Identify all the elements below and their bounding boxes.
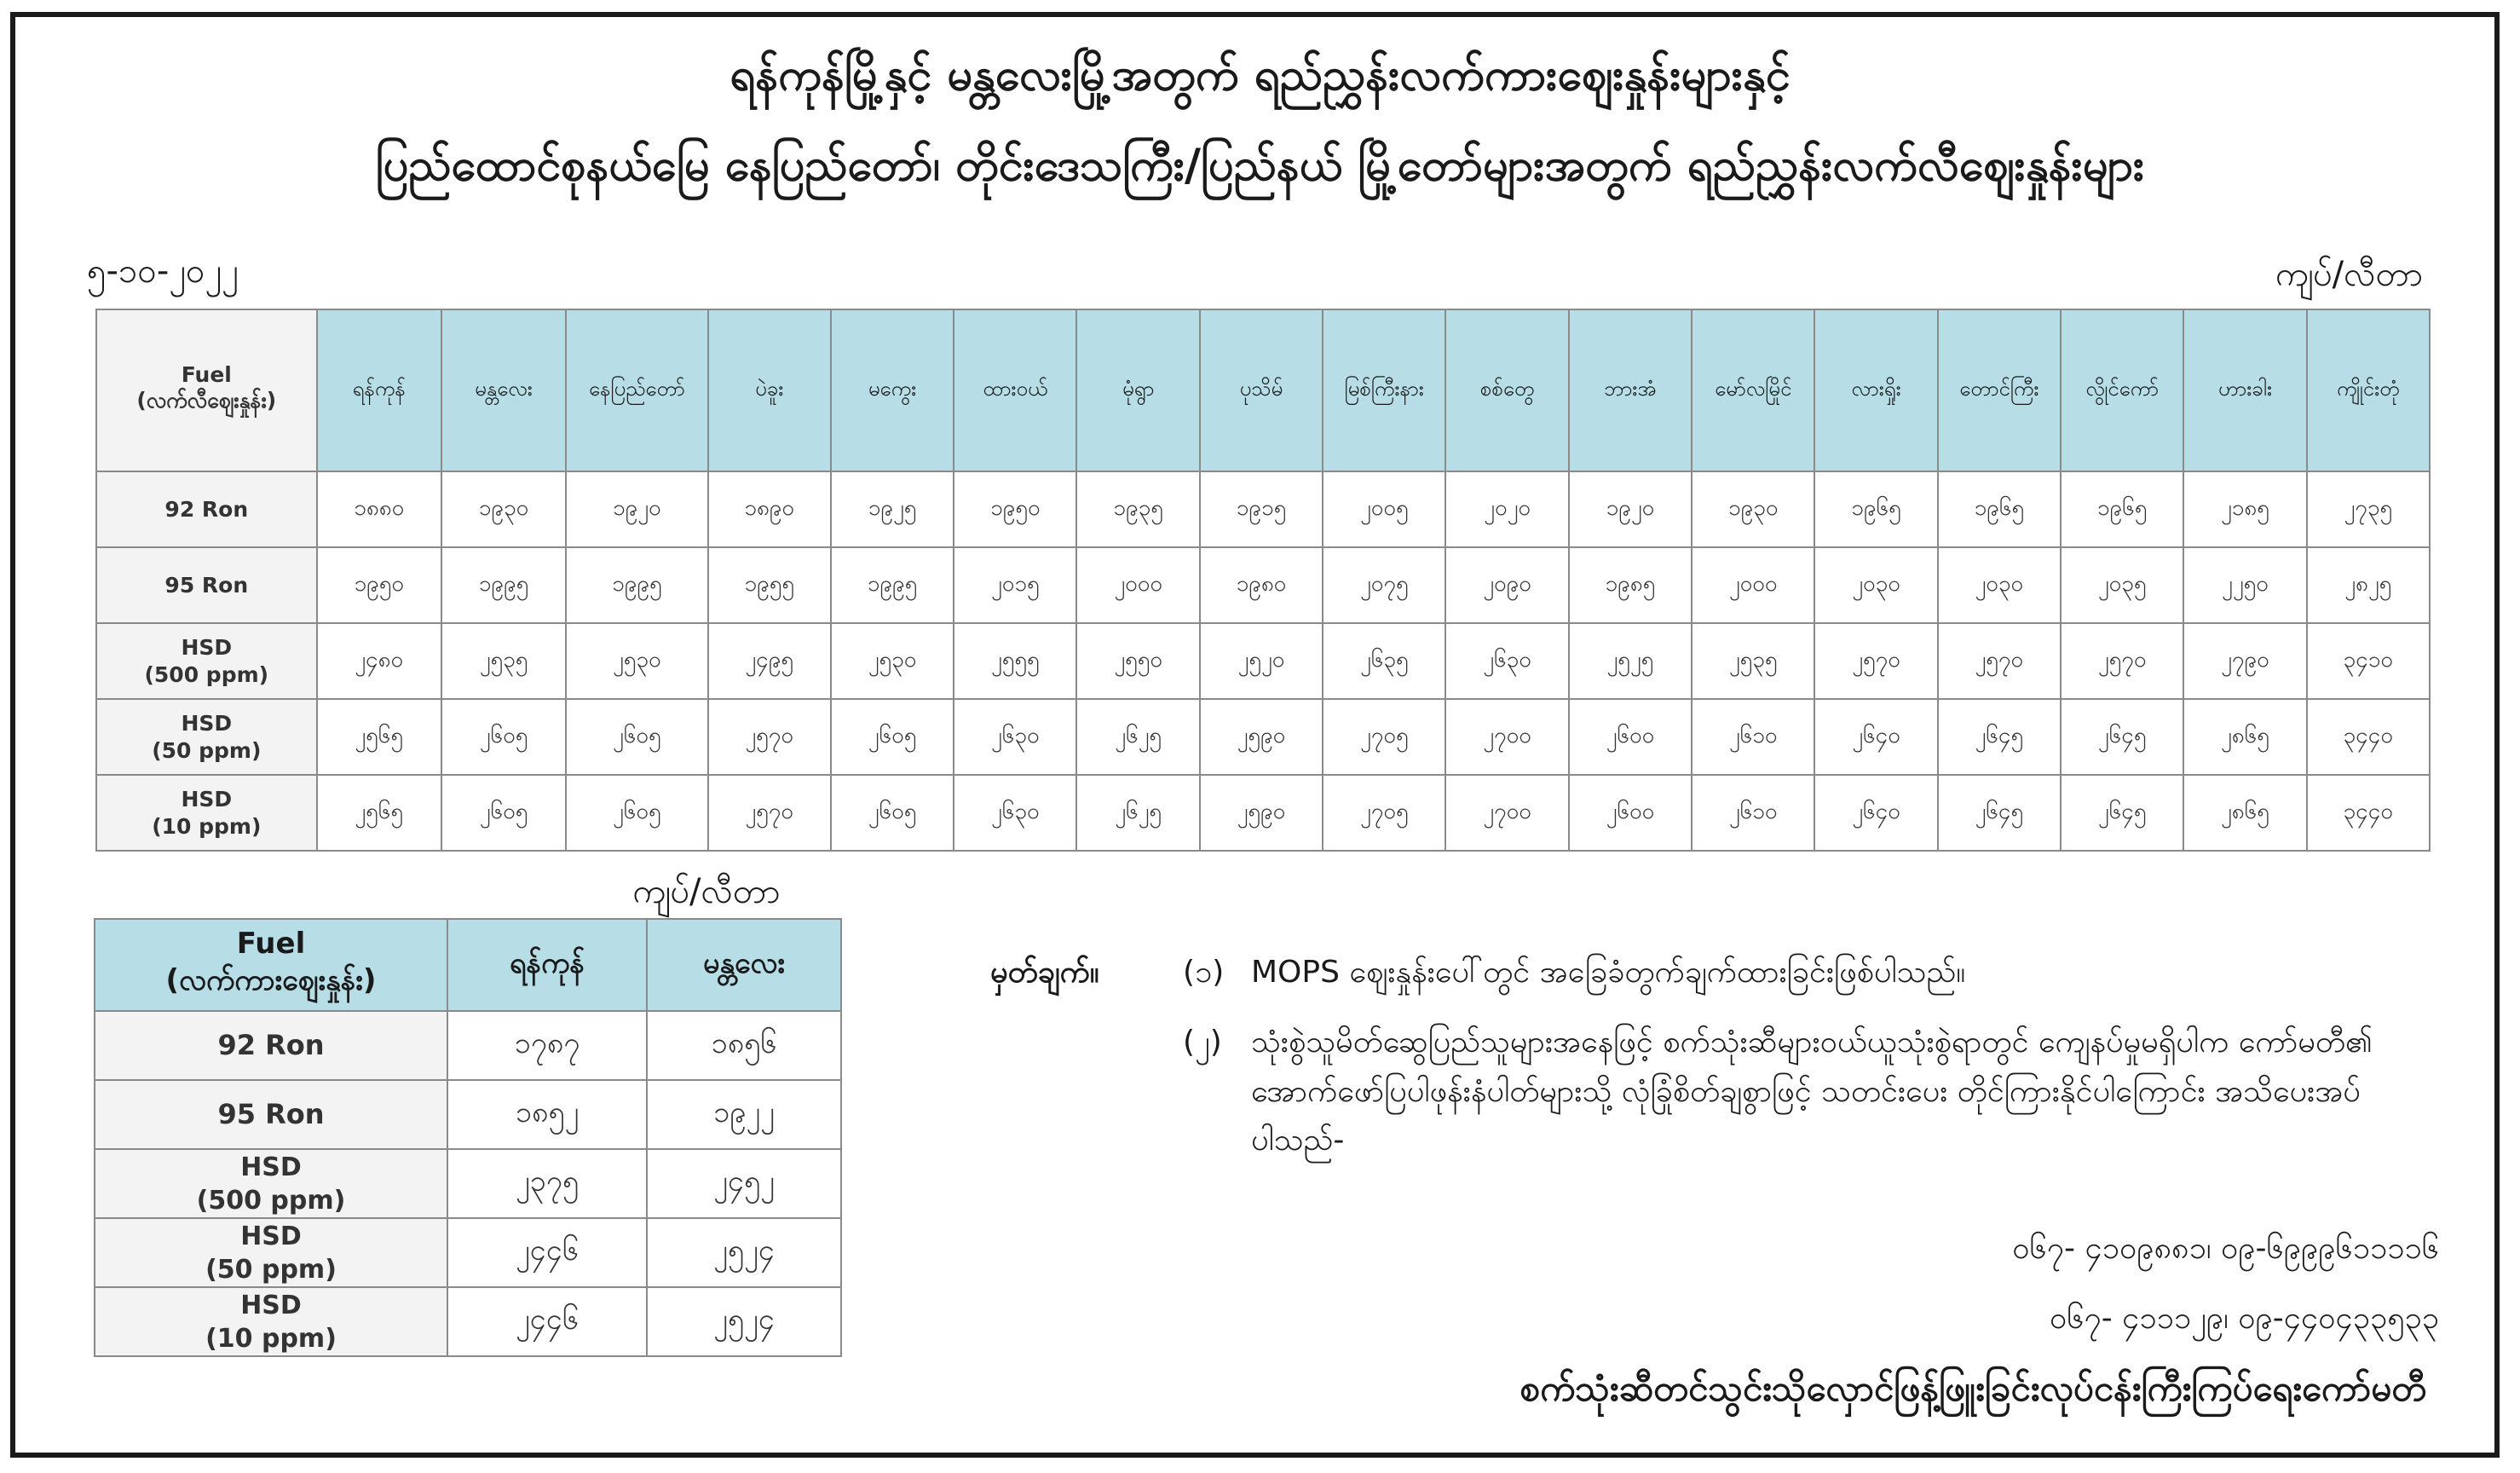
wholesale-table-row [95, 1149, 841, 1218]
retail-price-cell: ၂၀၁၅ [954, 547, 1076, 623]
wholesale-fuel-type: 95 Ron [95, 1080, 447, 1149]
retail-price-cell: ၂၆၀၀ [1569, 699, 1692, 775]
retail-price-cell: ၂၆၄၅ [1938, 775, 2061, 851]
retail-price-cell: ၃၄၄၀ [2307, 775, 2430, 851]
retail-price-cell: ၁၈၉၀ [708, 471, 831, 547]
wholesale-fuel-type: HSD (50 ppm) [95, 1218, 447, 1287]
retail-city-header: လွိုင်ကော် [2061, 309, 2183, 471]
wholesale-table-row [95, 1287, 841, 1356]
retail-table-row [96, 623, 2430, 699]
retail-price-cell: ၂၅၂၅ [1569, 623, 1692, 699]
retail-price-cell: ၂၆၄၀ [1814, 775, 1937, 851]
retail-price-cell: ၂၀၃၅ [2061, 547, 2183, 623]
wholesale-city-header: မန္တလေး [647, 919, 841, 1011]
retail-price-cell: ၂၆၀၅ [441, 775, 566, 851]
retail-price-cell: ၂၆၁၀ [1692, 775, 1814, 851]
wholesale-price-cell: ၂၃၇၅ [447, 1149, 647, 1218]
retail-price-cell: ၂၀၃၀ [1814, 547, 1937, 623]
retail-price-cell: ၂၂၅၀ [2183, 547, 2306, 623]
retail-price-cell: ၂၇၀၅ [1323, 775, 1445, 851]
retail-price-cell: ၂၆၀၅ [566, 699, 707, 775]
retail-price-cell: ၂၇၃၅ [2307, 471, 2430, 547]
retail-price-cell: ၂၆၀၀ [1569, 775, 1692, 851]
retail-unit-label: ကျပ်/လီတာ [2275, 255, 2423, 294]
retail-price-cell: ၁၉၅၀ [317, 547, 441, 623]
retail-price-cell: ၃၄၁၀ [2307, 623, 2430, 699]
note-1-number: (၁) [1183, 955, 1225, 990]
retail-city-header: မကွေး [831, 309, 954, 471]
retail-price-cell: ၂၆၃၀ [954, 775, 1076, 851]
retail-price-cell: ၂၆၃၀ [1445, 623, 1568, 699]
retail-city-header: လားရှိုး [1814, 309, 1937, 471]
retail-price-cell: ၂၈၆၅ [2183, 699, 2306, 775]
retail-price-cell: ၂၆၂၅ [1076, 699, 1199, 775]
retail-price-cell: ၁၈၈၀ [317, 471, 441, 547]
retail-price-cell: ၂၅၇၀ [1814, 623, 1937, 699]
retail-price-cell: ၂၅၅၅ [954, 623, 1076, 699]
retail-price-cell: ၂၅၇၀ [708, 775, 831, 851]
retail-city-header: ပုသိမ် [1200, 309, 1323, 471]
wholesale-price-cell: ၁၇၈၇ [447, 1011, 647, 1080]
retail-price-cell: ၂၀၃၀ [1938, 547, 2061, 623]
retail-price-cell: ၂၈၆၅ [2183, 775, 2306, 851]
retail-price-cell: ၂၆၄၅ [2061, 775, 2183, 851]
retail-city-header: ဟားခါး [2183, 309, 2306, 471]
retail-fuel-type: HSD (50 ppm) [96, 699, 317, 775]
retail-price-cell: ၂၆၀၅ [831, 775, 954, 851]
retail-price-cell: ၂၀၇၅ [1323, 547, 1445, 623]
retail-price-cell: ၁၉၉၅ [831, 547, 954, 623]
wholesale-header-row [95, 919, 841, 1011]
wholesale-fuel-type: HSD (500 ppm) [95, 1149, 447, 1218]
retail-city-header: ကျိုင်းတုံ [2307, 309, 2430, 471]
retail-price-cell: ၂၇၀၀ [1445, 775, 1568, 851]
retail-price-cell: ၂၆၀၅ [441, 699, 566, 775]
wholesale-fuel-header [95, 919, 447, 1011]
retail-price-cell: ၂၅၆၅ [317, 699, 441, 775]
retail-price-cell: ၂၆၁၀ [1692, 699, 1814, 775]
retail-price-cell: ၂၁၈၅ [2183, 471, 2306, 547]
retail-price-cell: ၂၆၃၀ [954, 699, 1076, 775]
retail-price-cell: ၂၅၇၀ [708, 699, 831, 775]
retail-body [96, 471, 2430, 851]
retail-price-cell: ၁၉၆၅ [1814, 471, 1937, 547]
retail-price-cell: ၂၅၃၅ [1692, 623, 1814, 699]
retail-price-cell: ၂၆၂၅ [1076, 775, 1199, 851]
retail-price-cell: ၁၉၃၀ [1692, 471, 1814, 547]
phone-line-2: ၀၆၇- ၄၁၁၁၂၉၊ ၀၉-၄၄၀၄၃၃၅၃၃ [2050, 1301, 2439, 1336]
retail-price-cell: ၂၅၉၀ [1200, 699, 1323, 775]
retail-price-cell: ၂၅၃၅ [441, 623, 566, 699]
retail-price-cell: ၂၀၂၀ [1445, 471, 1568, 547]
wholesale-table-row [95, 1011, 841, 1080]
retail-table-row [96, 547, 2430, 623]
retail-price-cell: ၂၅၃၀ [566, 623, 707, 699]
retail-price-cell: ၂၄၉၅ [708, 623, 831, 699]
wholesale-fuel-type: 92 Ron [95, 1011, 447, 1080]
retail-city-header: ဘားအံ [1569, 309, 1692, 471]
retail-price-cell: ၃၄၄၀ [2307, 699, 2430, 775]
retail-city-header: စစ်တွေ [1445, 309, 1568, 471]
wholesale-price-cell: ၁၈၅၂ [447, 1080, 647, 1149]
retail-price-cell: ၁၉၃၅ [1076, 471, 1199, 547]
retail-price-cell: ၂၄၈၀ [317, 623, 441, 699]
retail-price-cell: ၂၆၀၅ [831, 699, 954, 775]
retail-price-cell: ၁၉၁၅ [1200, 471, 1323, 547]
retail-price-cell: ၂၆၄၀ [1814, 699, 1937, 775]
wholesale-price-cell: ၁၉၂၂ [647, 1080, 841, 1149]
retail-price-cell: ၂၆၃၅ [1323, 623, 1445, 699]
wholesale-city-header: ရန်ကုန် [447, 919, 647, 1011]
retail-price-cell: ၁၉၅၀ [954, 471, 1076, 547]
wholesale-fuel-type: HSD (10 ppm) [95, 1287, 447, 1356]
retail-price-cell: ၂၇၀၀ [1445, 699, 1568, 775]
retail-price-cell: ၁၉၈၀ [1200, 547, 1323, 623]
retail-price-cell: ၂၅၆၅ [317, 775, 441, 851]
retail-city-header: နေပြည်တော် [566, 309, 707, 471]
retail-price-cell: ၂၆၀၅ [566, 775, 707, 851]
retail-price-cell: ၂၀၀၅ [1323, 471, 1445, 547]
note-2-text: သုံးစွဲသူမိတ်ဆွေပြည်သူများအနေဖြင့် စက်သုံးဆီများဝယ်ယူသုံးစွဲရာတွင် ကျေနပ်မှုမရှိပါက ကော်မတီ၏ အောက်ဖော်ပြပါဖုန်းနံပါတ်များသို့ လုံခြုံစိတ်ချစွာဖြင့် သတင်းပေး တိုင်ကြားနိုင်ပါကြောင်း အသိပေးအပ်ပါသည်- [1251, 1025, 2373, 1158]
retail-city-header: ထားဝယ် [954, 309, 1076, 471]
retail-price-cell: ၂၆၄၅ [1938, 699, 2061, 775]
retail-table-row [96, 471, 2430, 547]
retail-city-header: မော်လမြိုင် [1692, 309, 1814, 471]
wholesale-price-cell: ၂၄၅၂ [647, 1149, 841, 1218]
wholesale-price-cell: ၂၅၂၄ [647, 1218, 841, 1287]
retail-price-cell: ၂၀၀၀ [1692, 547, 1814, 623]
wholesale-price-cell: ၂၄၄၆ [447, 1287, 647, 1356]
retail-fuel-header [96, 309, 317, 471]
retail-price-cell: ၂၅၃၀ [831, 623, 954, 699]
retail-price-cell: ၂၈၂၅ [2307, 547, 2430, 623]
retail-fuel-header-text: Fuel (လက်လီဈေးနှုန်း) [136, 362, 277, 413]
phone-line-1: ၀၆၇- ၄၁၀၉၈၈၁၊ ၀၉-၆၉၉၉၆၁၁၁၁၆ [2012, 1231, 2439, 1266]
retail-city-header: ပဲခူး [708, 309, 831, 471]
retail-price-cell: ၁၉၃၀ [441, 471, 566, 547]
wholesale-price-cell: ၂၄၄၆ [447, 1218, 647, 1287]
note-2-number: (၂) [1183, 1025, 1222, 1060]
wholesale-body [95, 1011, 841, 1356]
wholesale-unit-label: ကျပ်/လီတာ [632, 872, 781, 911]
title-line-2: ပြည်ထောင်စုနယ်မြေ နေပြည်တော်၊ တိုင်းဒေသကြီး/ပြည်နယ် မြို့တော်များအတွက် ရည်ညွှန်းလက်လီဈေးနှုန်းများ [375, 140, 2145, 191]
retail-price-cell: ၂၇၉၀ [2183, 623, 2306, 699]
notice-date: ၅-၁၀-၂၀၂၂ [87, 251, 239, 291]
retail-table-row [96, 775, 2430, 851]
retail-price-cell: ၂၅၇၀ [2061, 623, 2183, 699]
retail-price-cell: ၁၉၈၅ [1569, 547, 1692, 623]
retail-price-cell: ၂၅၇၀ [1938, 623, 2061, 699]
retail-price-cell: ၁၉၅၅ [708, 547, 831, 623]
retail-price-cell: ၁၉၆၅ [1938, 471, 2061, 547]
retail-header-row [96, 309, 2430, 471]
retail-price-cell: ၂၇၀၅ [1323, 699, 1445, 775]
wholesale-price-cell: ၁၈၅၆ [647, 1011, 841, 1080]
retail-price-cell: ၁၉၉၅ [566, 547, 707, 623]
retail-price-cell: ၁၉၂၅ [831, 471, 954, 547]
retail-fuel-type: 92 Ron [96, 471, 317, 547]
wholesale-table-row [95, 1218, 841, 1287]
note-1-text: MOPS ဈေးနှုန်းပေါ်တွင် အခြေခံတွက်ချက်ထားခြင်းဖြစ်ပါသည်။ [1251, 955, 1966, 990]
retail-table-row [96, 699, 2430, 775]
issuing-committee: စက်သုံးဆီတင်သွင်းသိုလှောင်ဖြန့်ဖြူးခြင်းလုပ်ငန်းကြီးကြပ်ရေးကော်မတီ [1519, 1367, 2426, 1409]
title-line-1: ရန်ကုန်မြို့နှင့် မန္တလေးမြို့အတွက် ရည်ညွှန်းလက်ကားဈေးနှုန်းများနှင့် [729, 49, 1791, 101]
retail-price-cell: ၂၅၅၀ [1076, 623, 1199, 699]
retail-price-cell: ၂၀၉၀ [1445, 547, 1568, 623]
retail-price-table [95, 309, 2431, 852]
retail-fuel-type: HSD (10 ppm) [96, 775, 317, 851]
notes-label: မှတ်ချက်။ [990, 955, 1099, 990]
retail-city-header: တောင်ကြီး [1938, 309, 2061, 471]
wholesale-table-row [95, 1080, 841, 1149]
wholesale-price-cell: ၂၅၂၄ [647, 1287, 841, 1356]
retail-price-cell: ၁၉၂၀ [566, 471, 707, 547]
wholesale-price-table [94, 918, 842, 1357]
wholesale-fuel-header-text: Fuel (လက်ကားဈေးနှုန်း) [165, 926, 377, 997]
retail-price-cell: ၂၅၉၀ [1200, 775, 1323, 851]
retail-price-cell: ၁၉၂၀ [1569, 471, 1692, 547]
retail-price-cell: ၂၆၄၅ [2061, 699, 2183, 775]
retail-fuel-type: HSD (500 ppm) [96, 623, 317, 699]
retail-price-cell: ၂၅၂၀ [1200, 623, 1323, 699]
retail-price-cell: ၁၉၆၅ [2061, 471, 2183, 547]
retail-city-header: မုံရွာ [1076, 309, 1199, 471]
retail-city-header: မြစ်ကြီးနား [1323, 309, 1445, 471]
retail-fuel-type: 95 Ron [96, 547, 317, 623]
retail-price-cell: ၂၀၀၀ [1076, 547, 1199, 623]
retail-city-header: မန္တလေး [441, 309, 566, 471]
retail-price-cell: ၁၉၉၅ [441, 547, 566, 623]
retail-city-header: ရန်ကုန် [317, 309, 441, 471]
